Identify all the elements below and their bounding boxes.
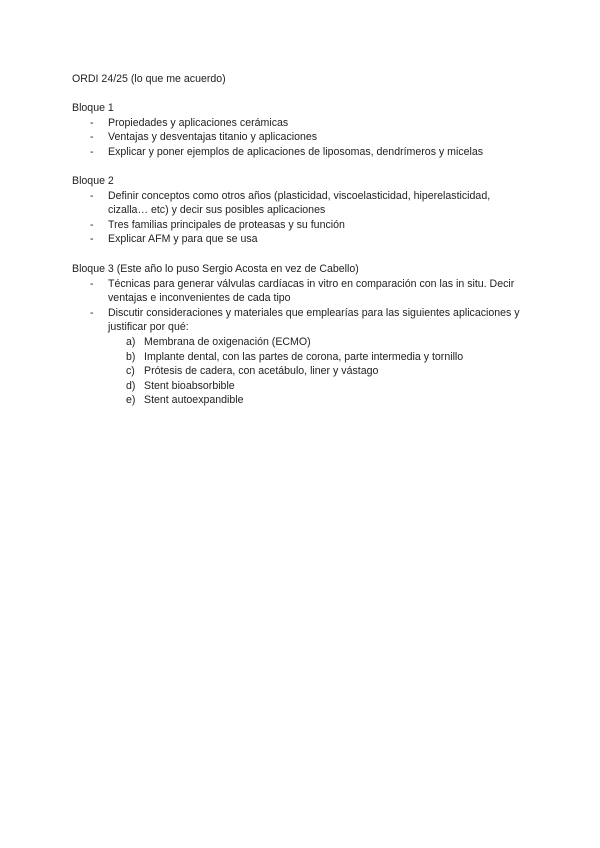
sublist-marker: c) <box>126 365 135 378</box>
block-2-title: Bloque 2 <box>72 175 114 187</box>
list-item-text: Propiedades y aplicaciones cerámicas <box>108 116 289 129</box>
sublist-item <box>108 335 532 350</box>
list-item <box>72 218 532 233</box>
sublist-item-text: Membrana de oxigenación (ECMO) <box>144 335 311 348</box>
block-3-title: Bloque 3 (Este año lo puso Sergio Acosta en vez de Cabello) <box>72 263 359 275</box>
list-item <box>72 277 532 306</box>
document-title: ORDI 24/25 (lo que me acuerdo) <box>72 73 226 85</box>
list-item <box>72 189 532 218</box>
sublist-marker: e) <box>126 394 136 407</box>
list-item-text: Ventajas y desventajas titanio y aplicaciones <box>108 131 318 144</box>
sublist-item <box>108 393 532 408</box>
list-item-text: Tres familias principales de proteasas y su función <box>108 218 345 231</box>
block-3 <box>72 262 532 408</box>
list-item-text: Explicar AFM y para que se usa <box>108 233 258 246</box>
sublist-item <box>108 379 532 394</box>
block-3-sublist <box>108 335 532 408</box>
dash-bullet: - <box>90 116 94 129</box>
sublist-marker: a) <box>126 335 136 348</box>
list-item <box>72 116 532 131</box>
dash-bullet: - <box>90 277 94 290</box>
list-item <box>72 145 532 160</box>
block-2-list <box>72 189 532 247</box>
list-item-text: Definir conceptos como otros años (plasticidad, viscoelasticidad, hiperelasticidad, cizalla… etc) y decir sus posibles aplicaciones <box>108 189 491 217</box>
sublist-item <box>108 350 532 365</box>
dash-bullet: - <box>90 189 94 202</box>
sublist-marker: b) <box>126 350 136 363</box>
sublist-marker: d) <box>126 379 136 392</box>
dash-bullet: - <box>90 145 94 158</box>
block-3-list <box>72 277 532 408</box>
list-item-text: Discutir consideraciones y materiales que emplearías para las siguientes aplicaciones y justificar por qué: <box>108 306 520 334</box>
block-1-list <box>72 116 532 160</box>
sublist-item-text: Stent bioabsorbible <box>144 379 235 392</box>
block-1 <box>72 101 532 159</box>
dash-bullet: - <box>90 218 94 231</box>
list-item <box>72 130 532 145</box>
block-1-title: Bloque 1 <box>72 102 114 114</box>
list-item-text: Técnicas para generar válvulas cardíacas in vitro en comparación con las in situ. Decir ventajas e inconvenientes de cada tipo <box>108 277 515 305</box>
dash-bullet: - <box>90 233 94 246</box>
block-2 <box>72 174 532 247</box>
sublist-item-text: Prótesis de cadera, con acetábulo, liner y vástago <box>144 365 379 378</box>
list-item <box>72 306 532 408</box>
dash-bullet: - <box>90 131 94 144</box>
dash-bullet: - <box>90 306 94 319</box>
sublist-item-text: Implante dental, con las partes de corona, parte intermedia y tornillo <box>144 350 464 363</box>
list-item-text: Explicar y poner ejemplos de aplicaciones de liposomas, dendrímeros y micelas <box>108 145 484 158</box>
sublist-item-text: Stent autoexpandible <box>144 394 244 407</box>
list-item <box>72 232 532 247</box>
sublist-item <box>108 364 532 379</box>
